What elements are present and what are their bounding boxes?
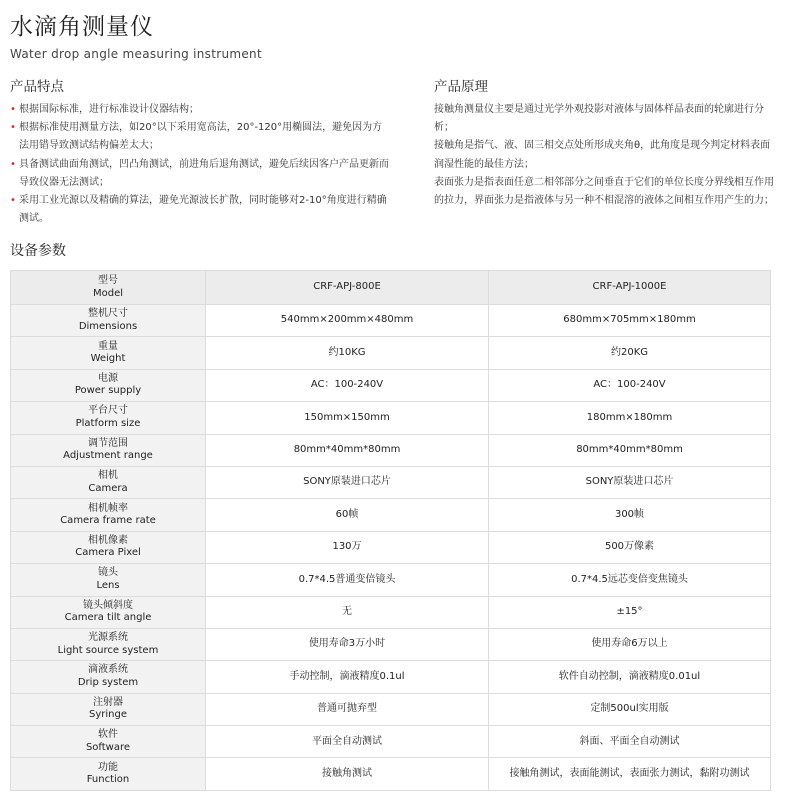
param-value-800e: 接触角测试	[206, 758, 489, 790]
params-heading: 设备参数	[10, 243, 66, 259]
table-row	[11, 369, 771, 401]
param-value-1000e: 约20KG	[489, 337, 771, 369]
param-value-800e: 使用寿命3万小时	[206, 628, 489, 660]
feature-item: • 具备测试曲面角测试，凹凸角测试，前进角后退角测试，避免后续因客户产品更新而导致仪器无法测试；	[10, 156, 390, 192]
param-value-1000e: 接触角测试，表面能测试，表面张力测试，黏附功测试	[489, 758, 771, 790]
param-value-1000e: 300帧	[489, 499, 771, 531]
param-value-800e: 540mm×200mm×480mm	[206, 305, 489, 337]
features-list	[10, 101, 390, 228]
table-row	[11, 661, 771, 693]
param-label-cell: 功能 Function	[11, 758, 206, 790]
param-label-cell: 电源 Power supply	[11, 369, 206, 401]
principle-paragraph: 接触角测量仪主要是通过光学外观投影对液体与固体样品表面的轮廓进行分析；	[434, 104, 764, 134]
table-row	[11, 337, 771, 369]
bullet-icon: •	[10, 122, 16, 134]
table-row	[11, 693, 771, 725]
param-value-1000e: 斜面、平面全自动测试	[489, 726, 771, 758]
param-label-cell: 镜头 Lens	[11, 564, 206, 596]
param-label-cell: 滴液系统 Drip system	[11, 661, 206, 693]
feature-item: • 根据标准使用测量方法，如20°以下采用宽高法，20°-120°用椭圆法，避免因为方法用错导致测试结构偏差太大；	[10, 119, 390, 155]
param-value-800e: 130万	[206, 531, 489, 563]
param-label-cell: 相机帧率 Camera frame rate	[11, 499, 206, 531]
param-value-800e: 0.7*4.5普通变倍镜头	[206, 564, 489, 596]
bullet-icon: •	[10, 158, 16, 170]
param-value-1000e: ±15°	[489, 596, 771, 628]
principle-paragraph: 表面张力是指表面任意二相邻部分之间垂直于它们的单位长度分界线相互作用的拉力，界面张力是指液体与另一种不相混溶的液体之间相互作用产生的力；	[434, 176, 774, 207]
table-row	[11, 466, 771, 498]
feature-item: • 采用工业光源以及精确的算法，避免光源波长扩散，同时能够对2-10°角度进行精确测试。	[10, 192, 390, 228]
param-value-800e: AC：100-240V	[206, 369, 489, 401]
param-label-cell: 镜头倾斜度 Camera tilt angle	[11, 596, 206, 628]
param-value-800e: 手动控制，滴液精度0.1ul	[206, 661, 489, 693]
param-value-800e: 80mm*40mm*80mm	[206, 434, 489, 466]
param-value-800e: SONY原装进口芯片	[206, 466, 489, 498]
param-label-cell: 整机尺寸 Dimensions	[11, 305, 206, 337]
param-label-cell: 调节范围 Adjustment range	[11, 434, 206, 466]
param-value-1000e: 180mm×180mm	[489, 402, 771, 434]
param-value-800e: 约10KG	[206, 337, 489, 369]
page-subtitle: Water drop angle measuring instrument	[10, 47, 262, 61]
param-value-800e: 150mm×150mm	[206, 402, 489, 434]
table-row	[11, 499, 771, 531]
param-value-800e: 无	[206, 596, 489, 628]
param-label-cell: 相机 Camera	[11, 466, 206, 498]
param-value-1000e: 680mm×705mm×180mm	[489, 305, 771, 337]
page-title: 水滴角测量仪	[10, 14, 154, 40]
bullet-icon: •	[10, 195, 16, 207]
table-row	[11, 434, 771, 466]
param-value-800e: 普通可抛弃型	[206, 693, 489, 725]
table-row	[11, 596, 771, 628]
table-header-row	[11, 271, 771, 305]
param-value-800e: 60帧	[206, 499, 489, 531]
params-table	[10, 270, 771, 791]
param-value-1000e: 使用寿命6万以上	[489, 628, 771, 660]
param-value-1000e: 500万像素	[489, 531, 771, 563]
param-label-cell: 相机像素 Camera Pixel	[11, 531, 206, 563]
param-value-1000e: 定制500ul实用版	[489, 693, 771, 725]
table-row	[11, 305, 771, 337]
principle-text	[434, 101, 780, 210]
feature-item: • 根据国际标准，进行标准设计仪器结构；	[10, 101, 390, 119]
param-label-cell: 重量 Weight	[11, 337, 206, 369]
table-row	[11, 402, 771, 434]
table-row	[11, 628, 771, 660]
param-label-cell: 平台尺寸 Platform size	[11, 402, 206, 434]
model-800e-cell: CRF-APJ-800E	[206, 271, 489, 305]
table-row	[11, 758, 771, 790]
param-value-1000e: AC：100-240V	[489, 369, 771, 401]
principle-paragraph: 接触角是指气、液、固三相交点处所形成夹角θ，此角度是现今判定材料表面润湿性能的最佳方法；	[434, 140, 771, 170]
param-value-1000e: 软件自动控制，滴液精度0.01ul	[489, 661, 771, 693]
param-value-800e: 平面全自动测试	[206, 726, 489, 758]
table-row	[11, 531, 771, 563]
param-label-cell: 光源系统 Light source system	[11, 628, 206, 660]
param-value-1000e: 0.7*4.5远芯变倍变焦镜头	[489, 564, 771, 596]
param-label-cell: 软件 Software	[11, 726, 206, 758]
principle-heading: 产品原理	[434, 79, 488, 95]
table-row	[11, 564, 771, 596]
model-1000e-cell: CRF-APJ-1000E	[489, 271, 771, 305]
bullet-icon: •	[10, 104, 16, 115]
param-label-cell: 注射器 Syringe	[11, 693, 206, 725]
param-value-1000e: 80mm*40mm*80mm	[489, 434, 771, 466]
model-label-cell: 型号 Model	[11, 271, 206, 305]
table-row	[11, 726, 771, 758]
param-value-1000e: SONY原装进口芯片	[489, 466, 771, 498]
features-heading: 产品特点	[10, 79, 64, 95]
